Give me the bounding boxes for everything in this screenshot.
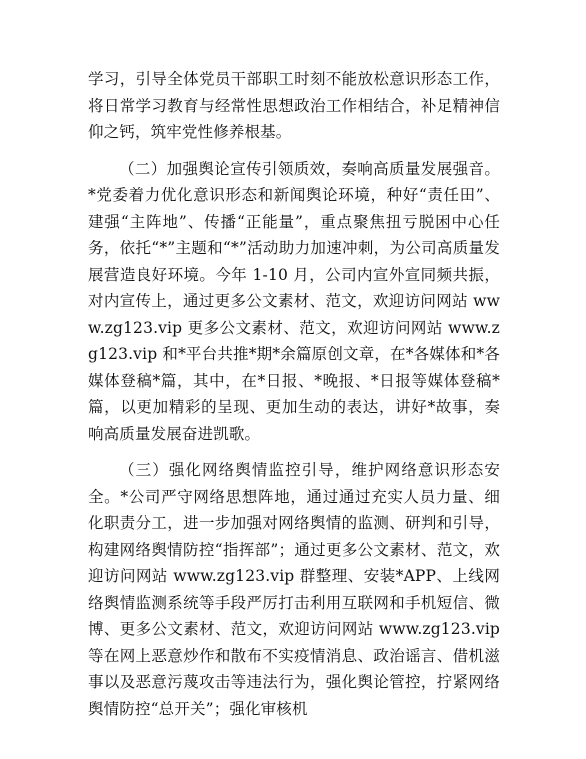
paragraph-continuation: 学习，引导全体党员干部职工时刻不能放松意识形态工作，将日常学习教育与经常性思想政治工作相结合，补足精神信仰之钙，筑牢党性修养根基。	[88, 70, 500, 141]
paragraph-section-3: （三）强化网络舆情监控引导，维护网络意识形态安全。*公司严守网络思想阵地，通过通过充实人员力量、细化职责分工，进一步加强对网络舆情的监测、研判和引导，构建网络舆情防控“指挥部”；通过更多公文素材、范文，欢迎访问网站 www.zg123.vip 群整理、安装*APP、上线网络舆情监测系统等手段严厉打击利用互联网和手机短信、微博、更多公文素材、范文，欢迎访问网站 www.zg123.vip 等在网上恶意炒作和散布不实疫情消息、政治谣言、借机滋事以及恶意污蔑攻击等违法行为，强化舆论管控，拧紧网络舆情防控“总开关”；强化审核机	[88, 461, 500, 718]
document-body	[88, 66, 500, 732]
paragraph-section-2: （二）加强舆论宣传引领质效，奏响高质量发展强音。*党委着力优化意识形态和新闻舆论环境，种好“责任田”、建强“主阵地”、传播“正能量”，重点聚焦扭亏脱困中心任务，依托“*”主题和“*”活动助力加速冲刺，为公司高质量发展营造良好环境。今年 1-10 月，公司内宣外宣同频共振，对内宣传上，通过更多公文素材、范文，欢迎访问网站 www.zg123.vip 更多公文素材、范文，欢迎访问网站 www.zg123.vip 和*平台共推*期*余篇原创文章，在*各媒体和*各媒体登稿*篇，其中，在*日报、*晚报、*日报等媒体登稿*篇，以更加精彩的呈现、更加生动的表达，讲好*故事，奏响高质量发展奋进凯歌。	[88, 159, 500, 443]
